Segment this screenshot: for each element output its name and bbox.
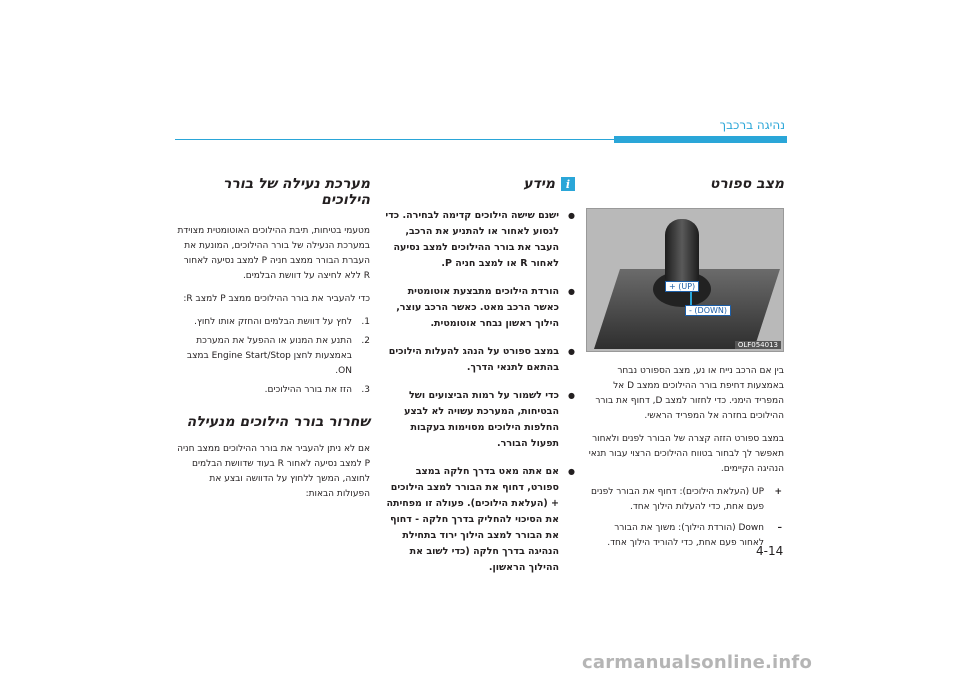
step-number: 3. — [361, 385, 370, 395]
gear-shifter-photo — [586, 208, 784, 352]
step-number: 1. — [361, 317, 370, 327]
info-bullet-list — [383, 208, 575, 576]
shift-lock-release-paragraph: אם לא ניתן להעביר את בורר ההילוכים ממצב חניה P למצב נסיעה לאחור R בעוד שדוושת הבלמים לחוצה, המשך ללחוץ על הדוושה ובצע את הפעולות הבאות: — [177, 444, 370, 499]
shift-lock-heading: מערכת נעילה של בורר הילוכים — [222, 176, 370, 208]
label-down: - (DOWN) — [685, 305, 731, 316]
header-accent-bar — [614, 136, 787, 143]
list-item — [175, 334, 370, 379]
info-section — [383, 176, 575, 588]
sport-mode-paragraph: בין אם הרכב נייח או נע, מצב הספורט נבחר באמצעות דחיפת בורר ההילוכים ממצב D אל המפריד הימני. כדי לחזור למצב D, דחוף את בורר ההילוכים בחזרה אל המפריד הראשי. — [595, 366, 784, 421]
step-text: התנע את המנוע או ההפעל את המערכת באמצעות לחצן Engine Start/Stop במצב ON. — [186, 336, 352, 376]
label-up: + (UP) — [665, 281, 699, 292]
step-text: הזז את בורר ההילוכים. — [264, 385, 352, 395]
shift-lock-section — [175, 176, 370, 510]
minus-symbol: – — [777, 523, 782, 533]
sport-mode-paragraph: במצב ספורט הזזה קצרה של הבורר לפנים ולאחור תאפשר לך לבחור בטווח ההילוכים הרצוי עבור תנאי הנהיגה הקיימים. — [588, 434, 784, 474]
list-item: ● ישנם שישה הילוכים קדימה לבחירה. כדי לנסוע לאחור או להתניע את הרכב, העבר את בורר ההילוכים למצב נסיעה לאחור R או למצב חניה P. — [383, 208, 575, 272]
shift-lock-paragraph: מטעמי בטיחות, תיבת ההילוכים האוטומטית מצוידת במערכת הנעילה של בורר ההילוכים, המונעת את העברת הבורר ממצב חניה P למצב נסיעה לאחור R ללא לחיצה על דוושת הבלמים. — [177, 226, 370, 281]
shift-lock-paragraph: כדי להעביר את בורר ההילוכים ממצב P למצב R: — [183, 294, 370, 304]
list-item: ● אם אתה מאט בדרך חלקה במצב ספורט, דחוף את הבורר למצב הילוכים + (העלאת הילוכים). פעולה זו מפחיתה את הסיכוי להחליק בדרך חלקה - דחוף את הבורר למצב הילוך ירוד בתחילת הנהיגה בדרך חלקה (כדי לשוב את ההילוך הראשון. — [383, 464, 575, 576]
page-number: 4-14 — [756, 544, 784, 558]
sport-mode-section — [588, 176, 784, 557]
list-item — [175, 383, 370, 398]
shift-symbol-list — [588, 485, 784, 551]
list-item-text: UP (העלאת הילוכים): דחוף את הבורר לפנים פעם אחת, כדי להעלות הילוך אחד. — [591, 487, 764, 512]
sport-mode-heading: מצב ספורט — [709, 176, 784, 192]
header-title: נהיגה ברכבך — [719, 118, 785, 132]
step-number: 2. — [361, 336, 370, 346]
list-item — [175, 315, 370, 330]
watermark: carmanualsonline.info — [582, 652, 813, 673]
list-item: ● הורדת הילוכים מתבצעת אוטומטית כאשר הרכב מאט. כאשר הרכב עוצר, הילוך ראשון נבחר אוטומטית. — [383, 284, 575, 332]
list-item: ● במצב ספורט על הנהג להעלות הילוכים בהתאם לתנאי הדרך. — [383, 344, 575, 376]
shift-lock-release-heading: שחרור בורר הילוכים מנעילה — [186, 414, 370, 430]
step-text: לחץ על דוושת הבלמים והחזק אותו לחוץ. — [194, 317, 352, 327]
list-item: ● כדי לשמור על רמות הביצועים ושל הבטיחות, המערכת עשויה לא לבצע החלפות הילוכים מסוימות בעקבות תפעול הבורר. — [383, 388, 575, 452]
shift-lock-steps — [175, 315, 370, 398]
list-item — [588, 485, 784, 515]
info-heading: מידע — [523, 176, 555, 192]
figure-code: OLF054013 — [735, 341, 781, 349]
info-icon: i — [561, 177, 575, 191]
plus-symbol: + — [774, 487, 782, 497]
gear-lever — [665, 219, 699, 283]
info-heading-row — [383, 176, 575, 192]
list-item-text: Down (הורדת הילוך): משוך את הבורר לאחור פעם אחת, כדי להוריד הילוך אחד. — [607, 523, 764, 548]
list-item — [588, 521, 784, 551]
